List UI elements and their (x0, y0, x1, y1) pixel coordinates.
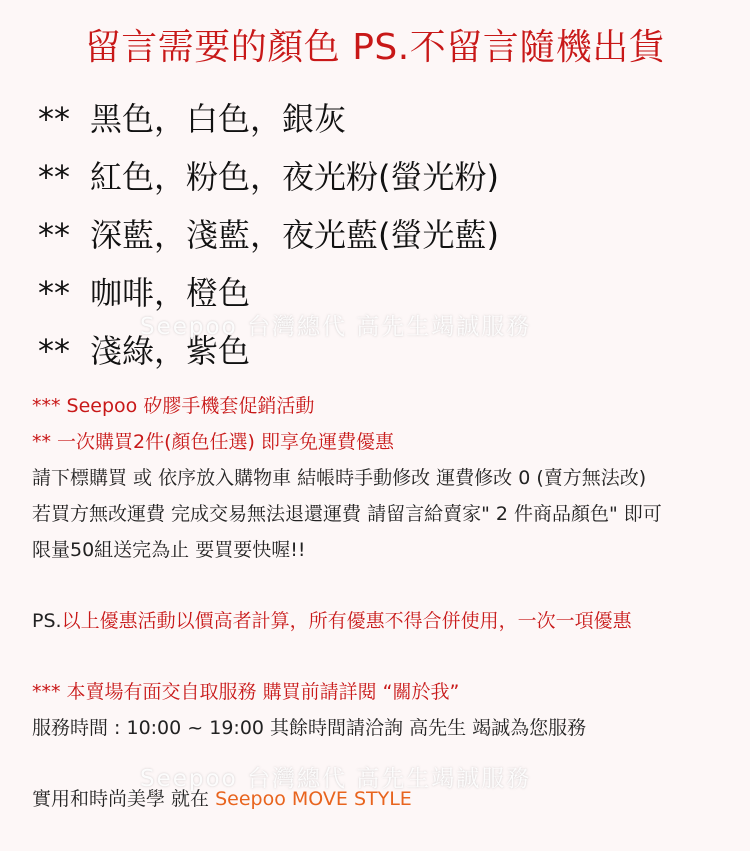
service-heading: *** 本賣場有面交自取服務 購買前請詳閱 “關於我” (32, 681, 460, 703)
color-option-text: 紅色，粉色，夜光粉(螢光粉) (90, 158, 499, 196)
watermark-bottom: Seepoo 台灣總代 高先生竭誠服務 (140, 766, 532, 792)
footer-line (32, 781, 662, 817)
watermark-top: Seepoo 台灣總代 高先生竭誠服務 (140, 314, 532, 340)
service-hours: 服務時間 : 10:00 ~ 19:00 其餘時間請洽詢 高先生 竭誠為您服務 (32, 717, 587, 739)
color-option-item (38, 90, 499, 148)
spacer (32, 639, 662, 674)
list-bullet: ** (38, 100, 70, 138)
color-option-item (38, 206, 499, 264)
color-option-text: 深藍，淺藍，夜光藍(螢光藍) (90, 216, 499, 254)
color-option-text: 淺綠，紫色 (90, 332, 251, 370)
page-title: 留言需要的顏色 PS.不留言隨機出貨 (84, 27, 666, 68)
promo-instruction-line: 若買方無改運費 完成交易無法退還運費 請留言給賣家" 2 件商品顏色" 即可 (32, 503, 662, 525)
promo-instruction-line: 限量50組送完為止 要買要快喔!! (32, 539, 306, 561)
spacer (32, 746, 662, 781)
brand-name: Seepoo MOVE STYLE (215, 788, 412, 810)
list-bullet: ** (38, 216, 70, 254)
list-bullet: ** (38, 274, 70, 312)
ps-prefix: PS. (32, 610, 62, 632)
description-body (32, 388, 662, 817)
color-options-list (38, 90, 499, 380)
color-option-item (38, 264, 499, 322)
color-option-item (38, 148, 499, 206)
color-option-text: 黑色，白色，銀灰 (90, 100, 347, 138)
color-option-item (38, 322, 499, 380)
list-bullet: ** (38, 332, 70, 370)
ps-text: 以上優惠活動以價高者計算，所有優惠不得合併使用，一次一項優惠 (61, 610, 632, 632)
promo-instruction-line: 請下標購買 或 依序放入購物車 結帳時手動修改 運費修改 0 (賣方無法改) (32, 467, 647, 489)
color-option-text: 咖啡，橙色 (90, 274, 251, 312)
promo-heading: *** Seepoo 矽膠手機套促銷活動 (32, 395, 315, 417)
spacer (32, 568, 662, 603)
footer-text: 實用和時尚美學 就在 (32, 788, 216, 810)
promo-offer: ** 一次購買2件(顏色任選) 即享免運費優惠 (32, 431, 394, 453)
list-bullet: ** (38, 158, 70, 196)
ps-note (32, 603, 662, 639)
